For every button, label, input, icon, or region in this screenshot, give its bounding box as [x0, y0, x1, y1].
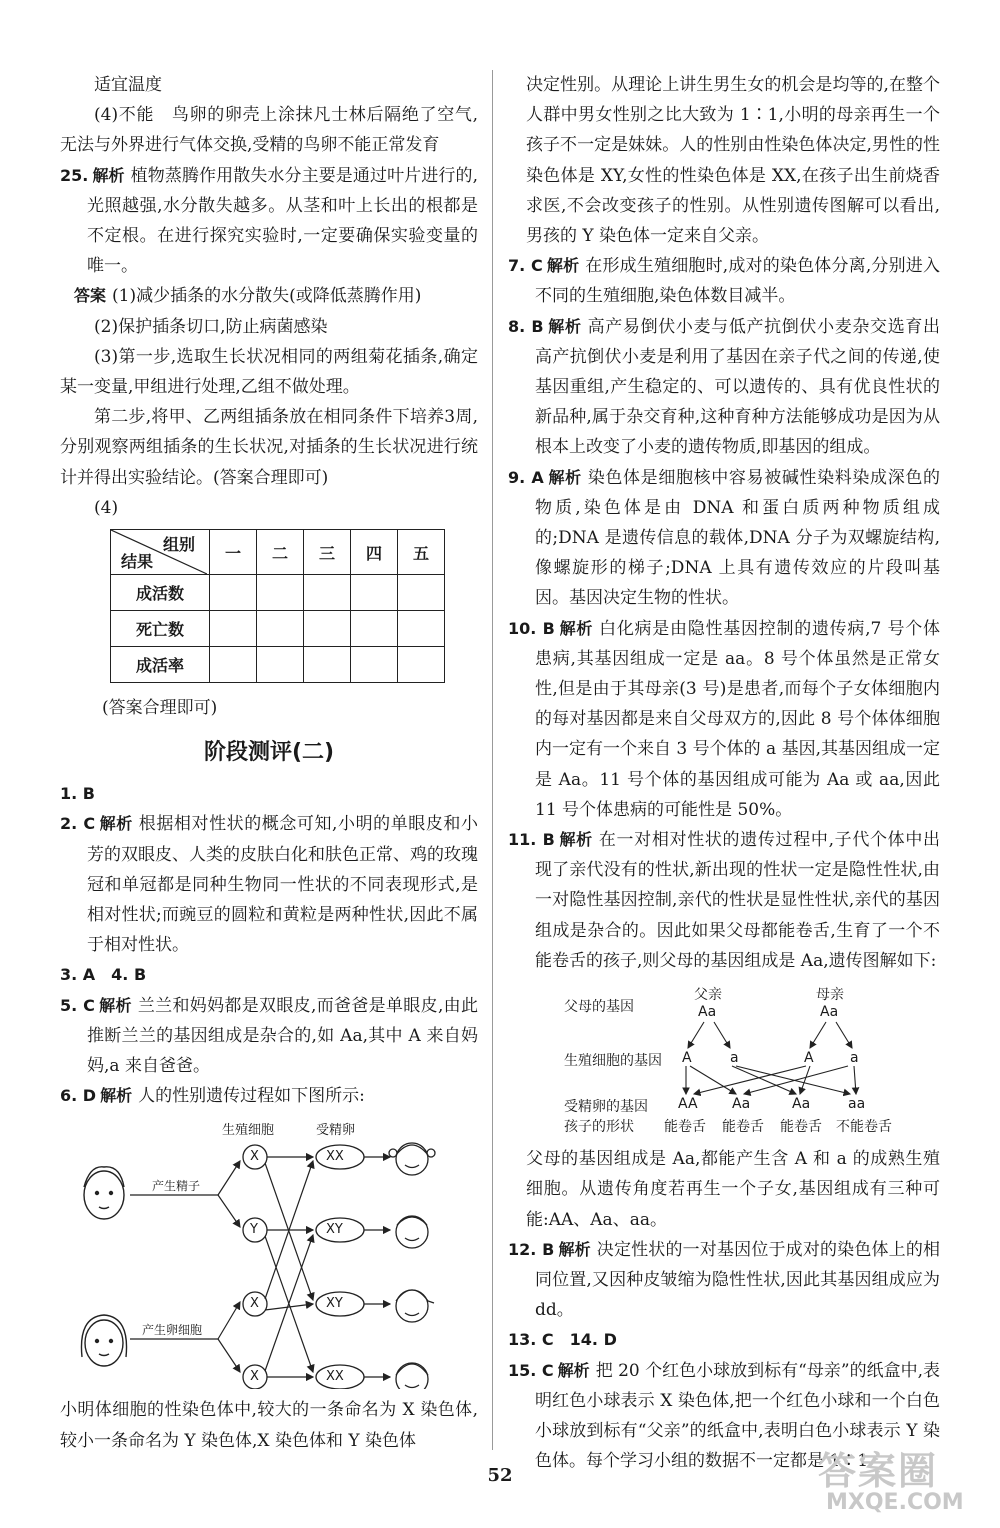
question-3-4: 3. A 4. B — [60, 965, 147, 985]
trait-value: 不能卷舌 — [836, 1119, 892, 1136]
answer-line: 答案 (1)减少插条的水分散失(或降低蒸腾作用) — [74, 286, 422, 307]
boy-face — [396, 1216, 428, 1248]
mother-face — [81, 1315, 126, 1366]
answer-label: 答案 — [74, 286, 107, 306]
answer-line: (2)保护插条切口,防止病菌感染 — [94, 316, 328, 337]
answer-line: (4) — [94, 497, 119, 518]
germ-gene: A — [682, 1050, 692, 1067]
question-12: 12. B 解析 决定性状的一对基因位于成对的染色体上的相同位置,又因种皮皱缩为隐性性状,因此其基因组成应为 dd。 — [508, 1239, 940, 1321]
zygote-column-label: 受精卵 — [316, 1123, 356, 1139]
question-25: 25. 解析 植物蒸腾作用散失水分主要是通过叶片进行的,光照越强,水分散失越多。从茎和叶上长出的根都是不定根。在进行探究实验时,一定要确保实验变量的唯一。 — [60, 165, 478, 277]
table-cell — [257, 647, 304, 683]
table-cell — [210, 611, 257, 647]
father-face — [84, 1167, 124, 1219]
table-cell — [351, 575, 398, 611]
zygote-gene: aa — [848, 1096, 866, 1113]
father-label: 父亲 — [694, 987, 722, 1004]
group-header: 三 — [304, 530, 351, 575]
analysis-label: 解析 — [92, 165, 125, 185]
germ-gene: a — [850, 1050, 859, 1067]
egg-label: 产生卵细胞 — [142, 1323, 203, 1338]
table-cell — [304, 647, 351, 683]
analysis-label: 解析 — [98, 995, 132, 1015]
row-header: 成活数 — [111, 575, 210, 611]
table-cell — [351, 647, 398, 683]
gamete-column-label: 生殖细胞 — [222, 1123, 275, 1139]
zygote-gene: Aa — [792, 1096, 811, 1113]
question-11: 11. B 解析 在一对相对性状的遗传过程中,子代个体中出现了亲代没有的性状,新出现的性状一定是隐性性状,由一对隐性基因控制,亲代的性状是显性性状,亲代的基因组成是杂合的。因此如果父母都能卷舌,生育了一个不能卷舌的孩子,则父母的基因组成是 Aa,遗传图解如下: — [508, 830, 941, 971]
analysis-label: 解析 — [558, 1239, 591, 1259]
girl-face — [396, 1363, 428, 1389]
table-row — [111, 575, 445, 611]
gamete-label: X — [250, 1149, 259, 1165]
sperm-label: 产生精子 — [152, 1179, 201, 1194]
corner-group-label: 组别 — [162, 535, 195, 555]
answer-text: 父母的基因组成是 Aa,都能产生含 A 和 a 的成熟生殖细胞。从遗传角度若再生一个子女,基因组成有三种可能:AA、Aa、aa。 — [526, 1149, 940, 1230]
zygote-label: XX — [326, 1149, 344, 1165]
left-column — [60, 70, 478, 1456]
girl-face — [389, 1143, 435, 1175]
zygote-genes-label: 受精卵的基因 — [564, 1099, 648, 1116]
column-divider — [492, 70, 493, 1450]
table-cell — [304, 611, 351, 647]
gamete-label: X — [250, 1296, 259, 1312]
parent-genes-label: 父母的基因 — [564, 999, 634, 1016]
trait-value: 能卷舌 — [664, 1119, 706, 1136]
mother-gene: Aa — [820, 1004, 839, 1021]
analysis-label: 解析 — [547, 467, 582, 487]
table-cell — [304, 575, 351, 611]
table-row — [111, 611, 445, 647]
question-5: 5. C 解析 兰兰和妈妈都是双眼皮,而爸爸是单眼皮,由此推断兰兰的基因组成是杂合的,如 Aa,其中 A 来自妈妈,a 来自爸爸。 — [60, 995, 478, 1077]
analysis-label: 解析 — [99, 814, 133, 834]
question-6: 6. D 解析 人的性别遗传过程如下图所示: — [60, 1086, 365, 1107]
section-title: 阶段测评(二) — [203, 740, 335, 766]
answer-line: (3)第一步,选取生长状况相同的两组菊花插条,确定某一变量,甲组进行处理,乙组不做处理。 — [60, 346, 478, 398]
table-cell — [257, 611, 304, 647]
analysis-label: 解析 — [100, 1086, 133, 1106]
zygote-gene: AA — [678, 1096, 698, 1113]
answer-text: 小明体细胞的性染色体中,较大的一条命名为 X 染色体,较小一条命名为 Y 染色体,X 染色体和 Y 染色体 — [60, 1400, 478, 1451]
corner-result-label: 结果 — [121, 552, 154, 572]
table-cell — [398, 611, 445, 647]
watermark-logo — [818, 1440, 988, 1520]
question-1: 1. B — [60, 784, 95, 804]
group-header: 一 — [210, 530, 257, 575]
tongue-rolling-diagram — [508, 982, 940, 1138]
father-gene: Aa — [698, 1004, 717, 1021]
right-column — [508, 70, 940, 1476]
boy-cap-face — [396, 1290, 434, 1322]
germ-genes-label: 生殖细胞的基因 — [564, 1053, 662, 1070]
sex-inheritance-lines — [60, 1117, 478, 1389]
table-cell — [210, 575, 257, 611]
analysis-label: 解析 — [546, 256, 580, 276]
group-header: 五 — [398, 530, 445, 575]
germ-gene: A — [804, 1050, 814, 1067]
germ-gene: a — [730, 1050, 739, 1067]
trait-value: 能卷舌 — [780, 1119, 822, 1136]
mother-label: 母亲 — [816, 987, 844, 1004]
group-header: 二 — [257, 530, 304, 575]
row-header: 成活率 — [111, 647, 210, 683]
question-13-14: 13. C 14. D — [508, 1330, 617, 1350]
question-7: 7. C 解析 在形成生殖细胞时,成对的染色体分离,分别进入不同的生殖细胞,染色体数目减半。 — [508, 256, 940, 307]
row-header: 死亡数 — [111, 611, 210, 647]
answer-line: 第二步,将甲、乙两组插条放在相同条件下培养3周,分别观察两组插条的生长状况,对插条的生长状况进行统计并得出实验结论。(答案合理即可) — [60, 407, 478, 488]
question-2: 2. C 解析 根据相对性状的概念可知,小明的单眼皮和小芳的双眼皮、人类的皮肤白化和肤色正常、鸡的玫瑰冠和单冠都是同种生物同一性状的不同表现形式,是相对性状;而豌豆的圆粒和黄粒是两种性状,因此不属于相对性状。 — [60, 814, 478, 956]
sex-inheritance-diagram — [60, 1117, 478, 1389]
analysis-label: 解析 — [558, 830, 593, 850]
analysis-label: 解析 — [557, 1360, 590, 1380]
zygote-label: XX — [326, 1369, 344, 1385]
gamete-label: X — [250, 1369, 259, 1385]
zygote-label: XY — [326, 1296, 343, 1312]
answer-note: (答案合理即可) — [102, 698, 218, 719]
table-cell — [351, 611, 398, 647]
zygote-gene: Aa — [732, 1096, 751, 1113]
answer-text: (4)不能 鸟卵的卵壳上涂抹凡士林后隔绝了空气,无法与外界进行气体交换,受精的鸟卵不能正常发育 — [60, 105, 478, 156]
question-9: 9. A 解析 染色体是细胞核中容易被碱性染料染成深色的物质,染色体是由 DNA 和蛋白质两种物质组成的;DNA 是遗传信息的载体,DNA 分子为双螺旋结构,像螺旋形的梯子;DNA 上具有遗传效应的片段叫基因。基因决定生物的性状。 — [508, 467, 940, 609]
answer-text: 决定性别。从理论上讲生男生女的机会是均等的,在整个人群中男女性别之比大致为 1∶1,小明的母亲再生一个孩子不一定是妹妹。人的性别由性染色体决定,男性的性染色体是 XY,女性的性染色体是 XX,在孩子出生前烧香求医,不会改变孩子的性别。从性别遗传图解可以看出,男孩的 Y 染色体一定来自父亲。 — [526, 75, 940, 247]
table-cell — [398, 647, 445, 683]
watermark-url: MXQE.COM — [826, 1490, 964, 1515]
trait-value: 能卷舌 — [722, 1119, 764, 1136]
gamete-label: Y — [250, 1222, 258, 1238]
result-table — [110, 529, 445, 683]
trait-label: 孩子的形状 — [564, 1119, 634, 1136]
table-row — [111, 647, 445, 683]
zygote-label: XY — [326, 1222, 343, 1238]
page-number: 52 — [487, 1465, 513, 1486]
watermark-text: 答案圈 — [818, 1449, 939, 1493]
question-15: 15. C 解析 把 20 个红色小球放到标有“母亲”的纸盒中,表明红色小球表示 X 染色体,把一个红色小球和一个白色小球放到标有“父亲”的纸盒中,表明白色小球表示 Y 染色体。每个学习小组的数据不一定都是 1∶1 — [508, 1360, 940, 1472]
group-header: 四 — [351, 530, 398, 575]
table-corner-cell — [111, 530, 210, 575]
analysis-label: 解析 — [558, 618, 594, 638]
question-10: 10. B 解析 白化病是由隐性基因控制的遗传病,7 号个体患病,其基因组成一定是 aa。8 号个体虽然是正常女性,但是由于其母亲(3 号)是患者,而每个子女体细胞内的每对基因都是来自父母双方的,因此 8 号个体体细胞内一定有一个来自 3 号个体的 a 基因,其基因组成一定是 Aa。11 号个体的基因组成可能为 Aa 或 aa,因此 11 号个体患病的可能性是 50%。 — [508, 618, 940, 820]
table-cell — [257, 575, 304, 611]
table-cell — [210, 647, 257, 683]
answer-text: 适宜温度 — [94, 75, 162, 95]
table-cell — [398, 575, 445, 611]
question-8: 8. B 解析 高产易倒伏小麦与低产抗倒伏小麦杂交选育出高产抗倒伏小麦是利用了基因在亲子代之间的传递,使基因重组,产生稳定的、可以遗传的、具有优良性状的新品种,属于杂交育种,这种育种方法能够成功是因为从根本上改变了小麦的遗传物质,即基因的组成。 — [508, 316, 940, 458]
analysis-label: 解析 — [547, 316, 582, 336]
